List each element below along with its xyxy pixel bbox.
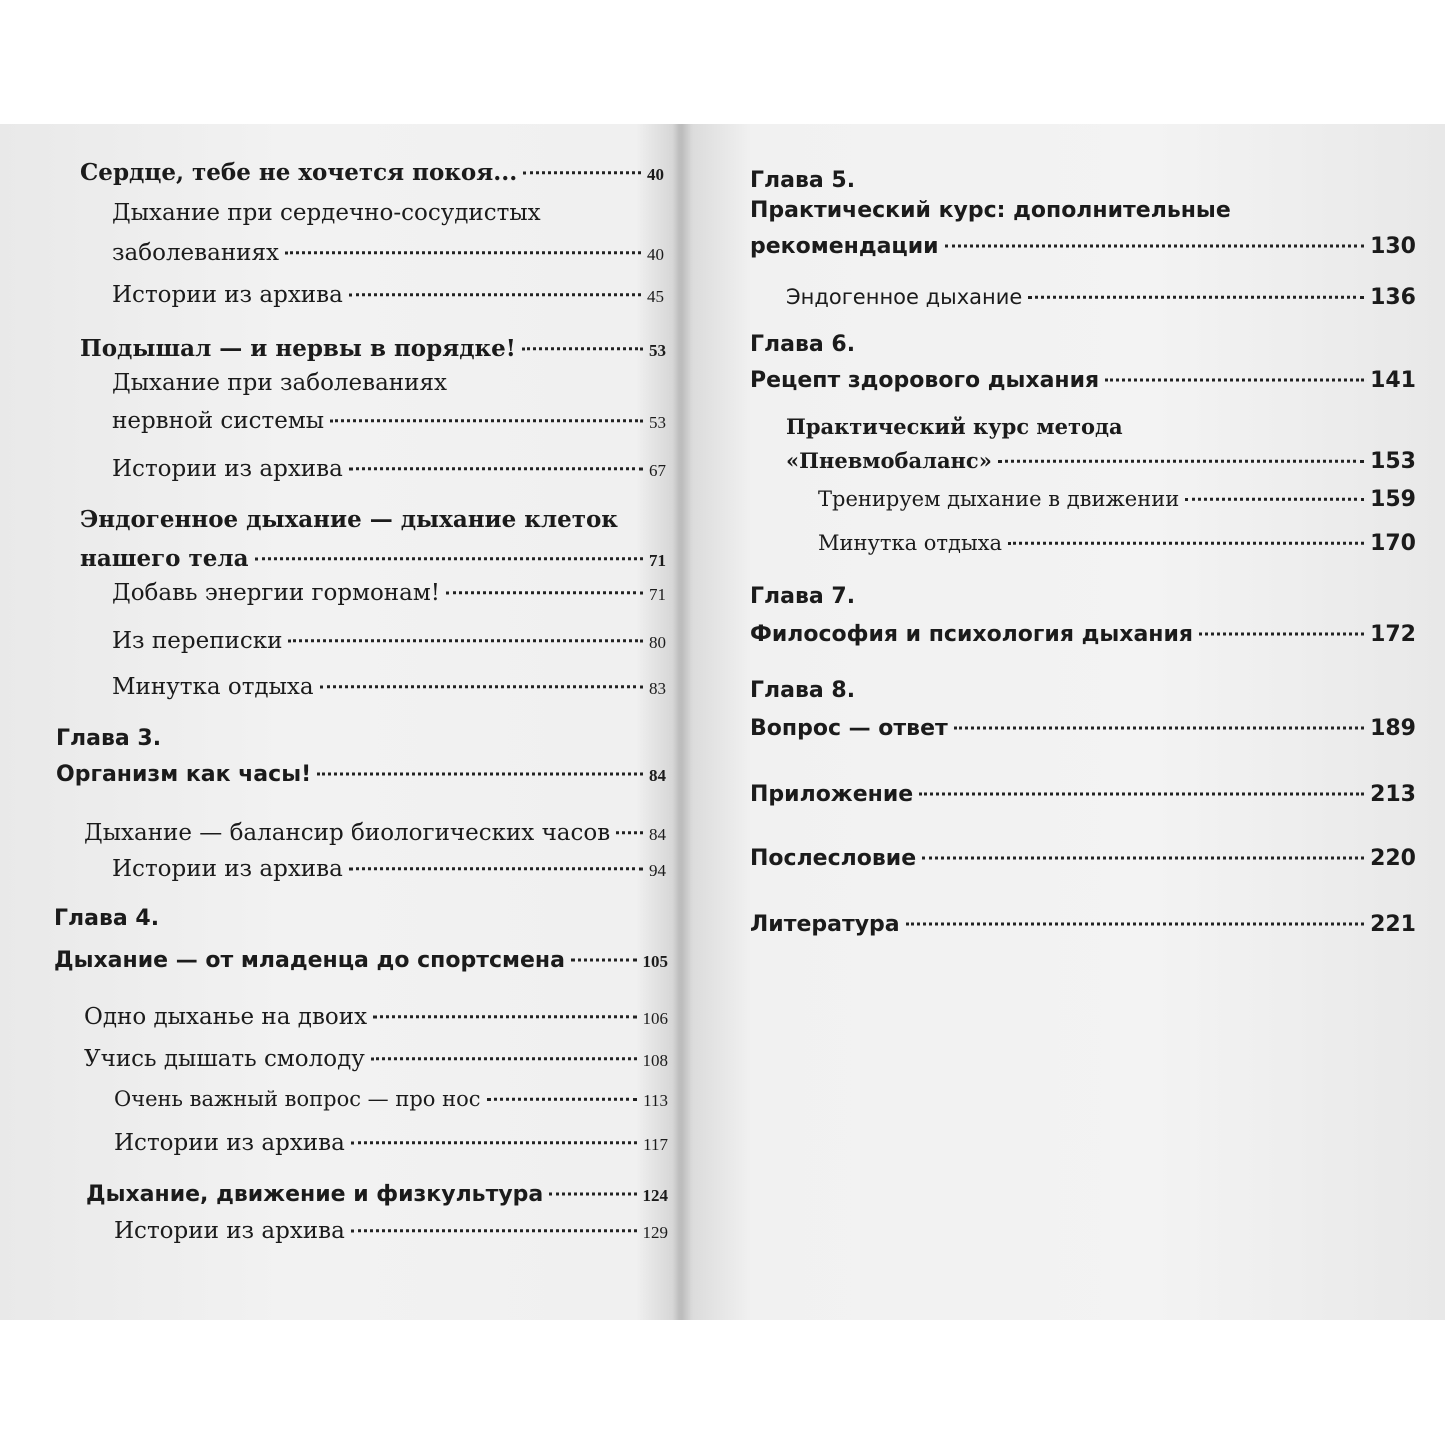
toc-entry-title: Литература — [750, 912, 900, 937]
toc-entry-title-line1: Практический курс метода — [786, 414, 1123, 439]
toc-entry — [112, 850, 666, 882]
toc-entry-title: Эндогенное дыхание — [786, 285, 1023, 309]
toc-entry-page: 213 — [1370, 782, 1416, 807]
dot-leader — [330, 396, 643, 422]
toc-entry-title-line2: рекомендации — [750, 234, 939, 259]
toc-entry-page: 53 — [649, 413, 666, 432]
toc-entry-title-line1: Дыхание при заболеваниях — [112, 370, 447, 396]
dot-leader — [919, 771, 1364, 796]
toc-entry — [114, 1124, 668, 1156]
toc-entry-page: 189 — [1370, 716, 1416, 741]
dot-leader — [922, 835, 1364, 860]
toc-entry-page: 172 — [1370, 622, 1416, 647]
dot-leader — [349, 270, 641, 296]
toc-entry-page: 40 — [647, 165, 664, 184]
dot-leader — [522, 324, 643, 350]
right-page — [692, 124, 1445, 1320]
toc-entry-title: Истории из архива — [114, 1130, 345, 1156]
toc-entry-page: 117 — [643, 1135, 668, 1154]
dot-leader — [945, 223, 1364, 248]
toc-entry-page: 53 — [649, 341, 666, 360]
toc-entry — [86, 1176, 668, 1207]
dot-leader — [1105, 357, 1364, 382]
toc-entry-page: 84 — [649, 766, 666, 785]
toc-entry — [750, 906, 1416, 937]
dot-leader — [487, 1077, 638, 1101]
chapter-label: Глава 6. — [750, 332, 856, 357]
toc-entry-page: 40 — [647, 245, 664, 264]
toc-entry-title-line2: нашего тела — [80, 545, 249, 572]
toc-entry — [112, 574, 666, 606]
toc-entry — [112, 234, 664, 266]
toc-entry-title: Из переписки — [112, 628, 283, 654]
toc-entry-title: Вопрос — ответ — [750, 716, 948, 741]
toc-entry-title-line1: Практический курс: дополнительные — [750, 198, 1231, 223]
toc-entry — [114, 1212, 668, 1244]
toc-entry — [750, 776, 1416, 807]
toc-entry — [750, 362, 1416, 393]
toc-entry-title: Сердце, тебе не хочется покоя... — [80, 159, 518, 186]
chapter-label: Глава 8. — [750, 678, 856, 703]
chapter-label: Глава 4. — [54, 906, 160, 931]
toc-entry-title: Подышал — и нервы в порядке! — [80, 335, 516, 362]
dot-leader — [317, 751, 643, 776]
toc-entry-title: Истории из архива — [112, 856, 343, 882]
toc-entry-title: Дыхание — от младенца до спортсмена — [54, 948, 565, 973]
toc-entry — [80, 330, 666, 362]
toc-entry-page: 124 — [642, 1186, 668, 1205]
toc-entry-title: Дыхание, движение и физкультура — [86, 1182, 544, 1207]
dot-leader — [288, 616, 643, 642]
dot-leader — [351, 1118, 637, 1144]
toc-entry — [786, 280, 1416, 310]
toc-entry-page: 71 — [649, 551, 666, 570]
dot-leader — [373, 992, 636, 1018]
toc-entry-title: Приложение — [750, 782, 914, 807]
toc-entry-page: 105 — [642, 952, 668, 971]
chapter-label: Глава 5. — [750, 168, 856, 193]
toc-entry-page: 130 — [1370, 234, 1416, 259]
toc-entry — [750, 840, 1416, 871]
toc-entry — [112, 450, 666, 482]
toc-entry — [56, 756, 666, 787]
dot-leader — [446, 568, 643, 594]
toc-entry-title-line1: Дыхание при сердечно-сосудистых — [112, 200, 541, 226]
toc-entry-title-line1: Эндогенное дыхание — дыхание клеток — [80, 506, 618, 533]
dot-leader — [998, 439, 1364, 463]
toc-entry-page: 221 — [1370, 912, 1416, 937]
toc-entry-title: Минутка отдыха — [818, 531, 1003, 555]
toc-entry-page: 136 — [1370, 285, 1416, 310]
dot-leader — [1028, 275, 1364, 299]
toc-entry — [54, 942, 668, 973]
toc-entry-title: Учись дышать смолоду — [84, 1046, 365, 1072]
dot-leader — [349, 844, 643, 870]
toc-entry — [112, 668, 666, 700]
dot-leader — [523, 148, 641, 174]
toc-entry-page: 106 — [642, 1009, 668, 1028]
toc-entry-title: Дыхание — балансир биологических часов — [84, 820, 611, 846]
toc-entry-page: 113 — [643, 1091, 668, 1110]
toc-entry-page: 129 — [642, 1223, 668, 1242]
toc-entry — [818, 526, 1416, 556]
dot-leader — [1185, 477, 1364, 501]
toc-entry — [112, 276, 664, 308]
toc-entry-page: 67 — [649, 461, 666, 480]
toc-entry — [112, 402, 666, 434]
book-gutter — [672, 124, 692, 1320]
toc-entry-title: Организм как часы! — [56, 762, 312, 787]
dot-leader — [616, 808, 643, 834]
toc-entry-title: Очень важный вопрос — про нос — [114, 1087, 481, 1111]
toc-entry-title-line2: нервной системы — [112, 408, 325, 434]
dot-leader — [1199, 611, 1364, 636]
toc-entry-title: Философия и психология дыхания — [750, 622, 1194, 647]
toc-entry-page: 45 — [647, 287, 664, 306]
dot-leader — [349, 444, 643, 470]
toc-entry-title: Тренируем дыхание в движении — [818, 487, 1180, 511]
toc-entry-page: 94 — [649, 861, 666, 880]
chapter-label: Глава 7. — [750, 584, 856, 609]
toc-entry — [80, 540, 666, 572]
toc-entry-title: Рецепт здорового дыхания — [750, 368, 1100, 393]
toc-entry — [114, 1082, 668, 1111]
toc-entry-title: Истории из архива — [112, 282, 343, 308]
toc-entry-page: 220 — [1370, 846, 1416, 871]
toc-entry-title: Добавь энергии гормонам! — [112, 580, 440, 606]
toc-entry-title: Послесловие — [750, 846, 917, 871]
dot-leader — [954, 705, 1364, 730]
toc-entry-page: 141 — [1370, 368, 1416, 393]
toc-entry-title: Истории из архива — [112, 456, 343, 482]
toc-entry-title-line2: «Пневмобаланс» — [786, 448, 992, 473]
toc-entry-title: Минутка отдыха — [112, 674, 314, 700]
dot-leader — [571, 937, 637, 962]
toc-entry-page: 170 — [1370, 531, 1416, 556]
toc-entry — [818, 482, 1416, 512]
toc-entry-page: 71 — [649, 585, 666, 604]
dot-leader — [371, 1034, 637, 1060]
toc-entry — [84, 814, 666, 846]
chapter-label: Глава 3. — [56, 726, 162, 751]
toc-entry-title-line2: заболеваниях — [112, 240, 279, 266]
toc-entry-page: 80 — [649, 633, 666, 652]
toc-entry-page: 159 — [1370, 487, 1416, 512]
toc-entry — [750, 616, 1416, 647]
dot-leader — [549, 1171, 636, 1196]
toc-entry — [84, 1040, 668, 1072]
toc-entry-page: 153 — [1370, 449, 1416, 474]
toc-entry-title: Одно дыханье на двоих — [84, 1004, 368, 1030]
toc-entry — [80, 154, 664, 186]
toc-entry — [112, 622, 666, 654]
toc-entry-page: 84 — [649, 825, 666, 844]
dot-leader — [906, 901, 1364, 926]
dot-leader — [285, 228, 641, 254]
dot-leader — [351, 1206, 637, 1232]
toc-entry — [84, 998, 668, 1030]
toc-entry — [750, 228, 1416, 259]
toc-entry — [786, 444, 1416, 474]
left-page — [0, 124, 672, 1320]
toc-entry-title: Истории из архива — [114, 1218, 345, 1244]
dot-leader — [255, 534, 643, 560]
toc-entry — [750, 710, 1416, 741]
dot-leader — [320, 662, 643, 688]
toc-entry-page: 83 — [649, 679, 666, 698]
toc-entry-page: 108 — [642, 1051, 668, 1070]
dot-leader — [1008, 521, 1364, 545]
